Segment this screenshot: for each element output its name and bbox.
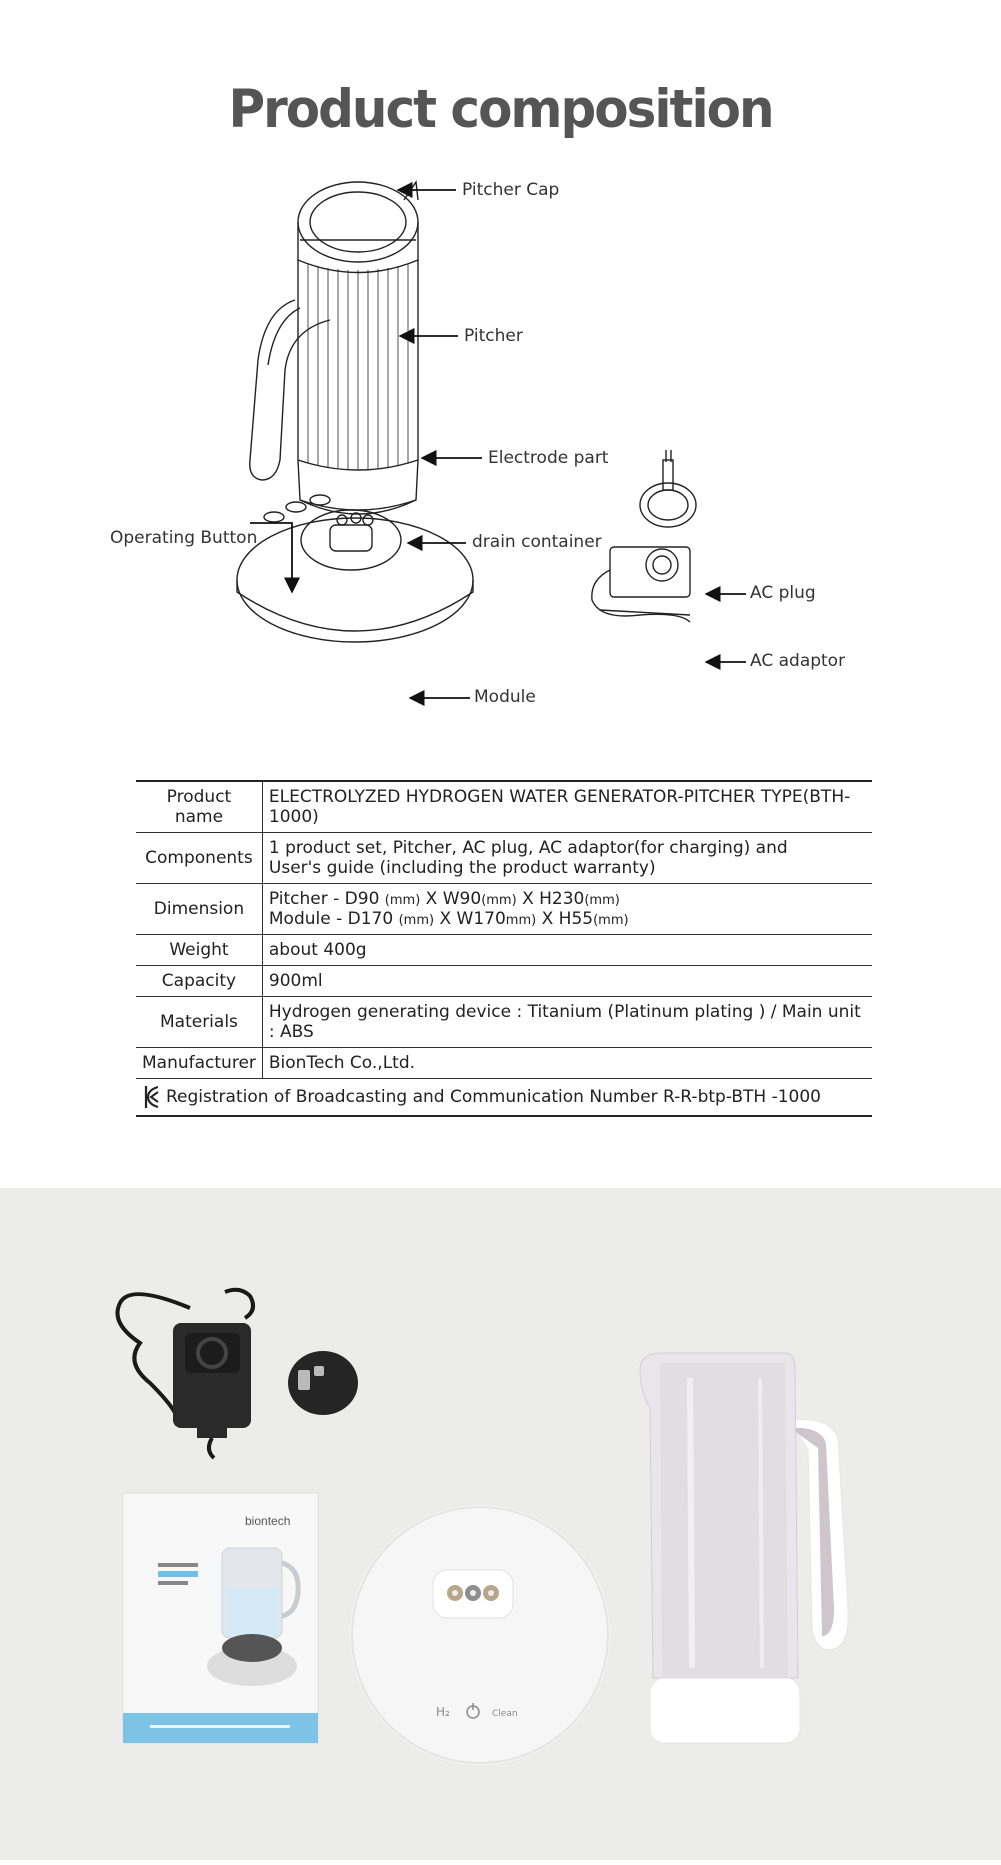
page-title: Product composition	[228, 78, 773, 140]
label-electrode-part: Electrode part	[488, 448, 609, 468]
label-ac-adaptor: AC adaptor	[750, 651, 846, 671]
table-row	[136, 966, 872, 997]
spec-key: Manufacturer	[136, 1048, 262, 1079]
ac-plug-drawing	[640, 450, 696, 527]
product-photo	[0, 1188, 1001, 1860]
table-row	[136, 1048, 872, 1079]
manual-brand-text: biontech	[245, 1514, 291, 1528]
table-row	[136, 884, 872, 935]
spec-key: Weight	[136, 935, 262, 966]
kc-mark-icon	[142, 1084, 162, 1110]
label-pitcher: Pitcher	[464, 326, 523, 346]
spec-value	[262, 833, 872, 884]
components-line-2: User's guide (including the product warranty)	[268, 858, 656, 878]
spec-key: Dimension	[136, 884, 262, 935]
pitcher-drawing	[298, 182, 418, 514]
label-drain-container: drain container	[472, 532, 602, 552]
spec-value: 900ml	[262, 966, 872, 997]
label-pitcher-cap: Pitcher Cap	[462, 180, 560, 200]
spec-value	[262, 884, 872, 935]
spec-value: about 400g	[262, 935, 872, 966]
spec-key: Materials	[136, 997, 262, 1048]
spec-key: Components	[136, 833, 262, 884]
spec-value: BionTech Co.,Ltd.	[262, 1048, 872, 1079]
panel-h2-label: H₂	[436, 1705, 450, 1719]
label-module: Module	[474, 687, 536, 707]
pitcher-photo	[640, 1353, 848, 1743]
table-row	[136, 781, 872, 833]
spec-key: Product name	[136, 781, 262, 833]
ac-adaptor-drawing	[592, 547, 690, 622]
table-row	[136, 1079, 872, 1117]
spec-value: Hydrogen generating device : Titanium (Platinum plating ) / Main unit : ABS	[262, 997, 872, 1048]
panel-clean-label: Clean	[492, 1709, 518, 1719]
plug-photo	[288, 1351, 358, 1415]
registration-cell	[136, 1079, 872, 1117]
table-row	[136, 935, 872, 966]
label-operating-button: Operating Button	[110, 528, 258, 548]
product-diagram	[0, 160, 1001, 740]
manual-photo	[123, 1493, 318, 1743]
adaptor-photo	[173, 1323, 251, 1458]
registration-text: Registration of Broadcasting and Communication Number R-R-btp-BTH -1000	[166, 1087, 821, 1107]
components-line-1: 1 product set, Pitcher, AC plug, AC adaptor(for charging) and	[268, 838, 788, 858]
module-drawing	[237, 495, 473, 642]
module-photo	[350, 1505, 610, 1765]
product-photo-drawing	[0, 1188, 1001, 1860]
dimension-module: Module - D170 (mm) X W170mm) X H55(mm)	[268, 909, 629, 929]
dimension-pitcher: Pitcher - D90 (mm) X W90(mm) X H230(mm)	[268, 889, 620, 909]
spec-key: Capacity	[136, 966, 262, 997]
table-row	[136, 997, 872, 1048]
table-row	[136, 833, 872, 884]
label-ac-plug: AC plug	[750, 583, 816, 603]
spec-value: ELECTROLYZED HYDROGEN WATER GENERATOR-PITCHER TYPE(BTH-1000)	[262, 781, 872, 833]
spec-table	[136, 780, 872, 1117]
